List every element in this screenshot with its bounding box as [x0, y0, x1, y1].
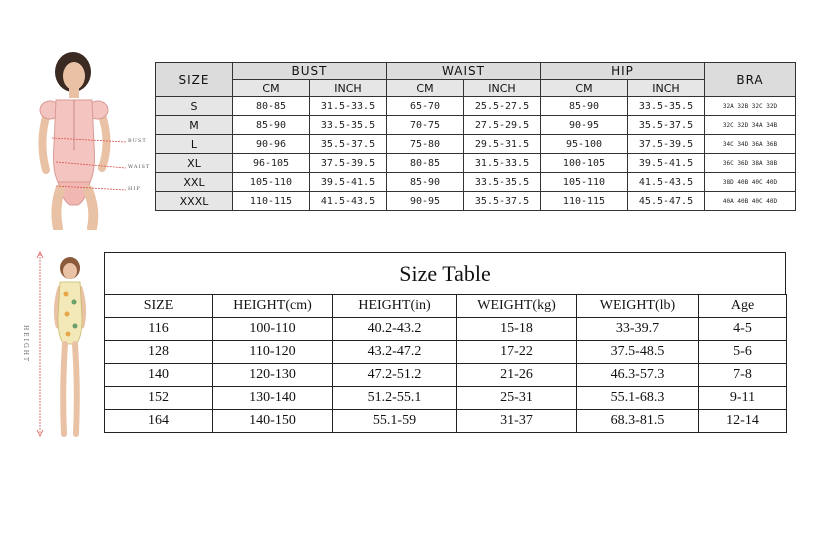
child-model-figure: [10, 248, 110, 448]
bust-inch-cell: 39.5-41.5: [310, 173, 387, 192]
table-row: [156, 173, 796, 192]
child-age-header: Age: [699, 295, 787, 318]
height-marker-label: HEIGHT: [22, 324, 29, 364]
bra-cell: 32C 32D 34A 34B: [705, 116, 796, 135]
bust-inch-cell: 35.5-37.5: [310, 135, 387, 154]
bra-cell: 38D 40B 40C 40D: [705, 173, 796, 192]
table-row: [105, 341, 787, 364]
bra-cell: 32A 32B 32C 32D: [705, 97, 796, 116]
bust-cm-header: CM: [233, 80, 310, 97]
child-table-title: Size Table: [399, 260, 491, 286]
hip-inch-cell: 35.5-37.5: [628, 116, 705, 135]
child-weight-lb-cell: 55.1-68.3: [577, 387, 699, 410]
child-weight-kg-cell: 21-26: [457, 364, 577, 387]
waist-inch-cell: 25.5-27.5: [464, 97, 541, 116]
child-size-header: SIZE: [105, 295, 213, 318]
waist-cm-cell: 65-70: [387, 97, 464, 116]
child-weight-kg-header: WEIGHT(kg): [457, 295, 577, 318]
bust-marker-label: BUST: [128, 138, 147, 144]
child-size-cell: 116: [105, 318, 213, 341]
waist-inch-header: INCH: [464, 80, 541, 97]
child-age-cell: 4-5: [699, 318, 787, 341]
waist-cm-cell: 90-95: [387, 192, 464, 211]
child-weight-kg-cell: 15-18: [457, 318, 577, 341]
child-height-in-cell: 43.2-47.2: [333, 341, 457, 364]
child-age-cell: 9-11: [699, 387, 787, 410]
bust-header: BUST: [233, 63, 387, 80]
child-size-cell: 128: [105, 341, 213, 364]
child-swimsuit-illustration: [10, 248, 110, 448]
child-weight-kg-cell: 25-31: [457, 387, 577, 410]
hip-cm-cell: 90-95: [541, 116, 628, 135]
bust-cm-cell: 85-90: [233, 116, 310, 135]
table-row: [156, 154, 796, 173]
child-weight-lb-cell: 68.3-81.5: [577, 410, 699, 433]
child-height-in-cell: 47.2-51.2: [333, 364, 457, 387]
child-size-cell: 140: [105, 364, 213, 387]
size-cell: L: [156, 135, 233, 154]
bust-inch-cell: 31.5-33.5: [310, 97, 387, 116]
child-table-title-box: [104, 252, 786, 294]
child-weight-lb-cell: 33-39.7: [577, 318, 699, 341]
hip-header: HIP: [541, 63, 705, 80]
child-size-cell: 164: [105, 410, 213, 433]
bust-cm-cell: 110-115: [233, 192, 310, 211]
size-cell: M: [156, 116, 233, 135]
child-size-cell: 152: [105, 387, 213, 410]
bust-inch-cell: 41.5-43.5: [310, 192, 387, 211]
child-weight-lb-cell: 37.5-48.5: [577, 341, 699, 364]
child-weight-kg-cell: 31-37: [457, 410, 577, 433]
size-cell: S: [156, 97, 233, 116]
table-row: [156, 97, 796, 116]
waist-marker-label: WAIST: [128, 164, 151, 170]
size-header: SIZE: [156, 63, 233, 97]
bust-cm-cell: 105-110: [233, 173, 310, 192]
bust-cm-cell: 90-96: [233, 135, 310, 154]
hip-cm-header: CM: [541, 80, 628, 97]
waist-inch-cell: 29.5-31.5: [464, 135, 541, 154]
child-height-in-cell: 51.2-55.1: [333, 387, 457, 410]
child-height-cm-cell: 130-140: [213, 387, 333, 410]
hip-cm-cell: 110-115: [541, 192, 628, 211]
bra-header: BRA: [705, 63, 796, 97]
table-row: [156, 135, 796, 154]
hip-cm-cell: 105-110: [541, 173, 628, 192]
hip-cm-cell: 100-105: [541, 154, 628, 173]
adult-model-figure: [8, 50, 158, 230]
size-cell: XXL: [156, 173, 233, 192]
waist-cm-cell: 75-80: [387, 135, 464, 154]
table-row: [105, 318, 787, 341]
waist-inch-cell: 35.5-37.5: [464, 192, 541, 211]
hip-cm-cell: 85-90: [541, 97, 628, 116]
child-age-cell: 12-14: [699, 410, 787, 433]
waist-inch-cell: 33.5-35.5: [464, 173, 541, 192]
child-weight-lb-cell: 46.3-57.3: [577, 364, 699, 387]
waist-cm-cell: 70-75: [387, 116, 464, 135]
waist-inch-cell: 27.5-29.5: [464, 116, 541, 135]
bust-cm-cell: 80-85: [233, 97, 310, 116]
table-row: [105, 410, 787, 433]
table-row: [105, 387, 787, 410]
child-height-cm-cell: 120-130: [213, 364, 333, 387]
child-height-in-header: HEIGHT(in): [333, 295, 457, 318]
hip-inch-header: INCH: [628, 80, 705, 97]
bust-inch-header: INCH: [310, 80, 387, 97]
table-row: [156, 192, 796, 211]
child-size-table: [104, 294, 787, 433]
waist-cm-cell: 85-90: [387, 173, 464, 192]
hip-inch-cell: 41.5-43.5: [628, 173, 705, 192]
child-height-in-cell: 40.2-43.2: [333, 318, 457, 341]
child-height-in-cell: 55.1-59: [333, 410, 457, 433]
adult-size-table: [155, 62, 796, 211]
bra-cell: 36C 36D 38A 38B: [705, 154, 796, 173]
waist-cm-cell: 80-85: [387, 154, 464, 173]
child-height-cm-cell: 140-150: [213, 410, 333, 433]
hip-cm-cell: 95-100: [541, 135, 628, 154]
hip-inch-cell: 45.5-47.5: [628, 192, 705, 211]
bra-cell: 40A 40B 40C 40D: [705, 192, 796, 211]
size-cell: XL: [156, 154, 233, 173]
waist-cm-header: CM: [387, 80, 464, 97]
hip-inch-cell: 39.5-41.5: [628, 154, 705, 173]
child-height-cm-cell: 100-110: [213, 318, 333, 341]
hip-inch-cell: 33.5-35.5: [628, 97, 705, 116]
child-weight-kg-cell: 17-22: [457, 341, 577, 364]
hip-marker-label: HIP: [128, 186, 141, 192]
bust-inch-cell: 33.5-35.5: [310, 116, 387, 135]
waist-inch-cell: 31.5-33.5: [464, 154, 541, 173]
child-height-cm-header: HEIGHT(cm): [213, 295, 333, 318]
bra-cell: 34C 34D 36A 36B: [705, 135, 796, 154]
child-age-cell: 7-8: [699, 364, 787, 387]
bust-cm-cell: 96-105: [233, 154, 310, 173]
child-age-cell: 5-6: [699, 341, 787, 364]
bust-inch-cell: 37.5-39.5: [310, 154, 387, 173]
hip-inch-cell: 37.5-39.5: [628, 135, 705, 154]
child-weight-lb-header: WEIGHT(lb): [577, 295, 699, 318]
table-row: [105, 364, 787, 387]
table-row: [156, 116, 796, 135]
size-cell: XXXL: [156, 192, 233, 211]
child-height-cm-cell: 110-120: [213, 341, 333, 364]
waist-header: WAIST: [387, 63, 541, 80]
